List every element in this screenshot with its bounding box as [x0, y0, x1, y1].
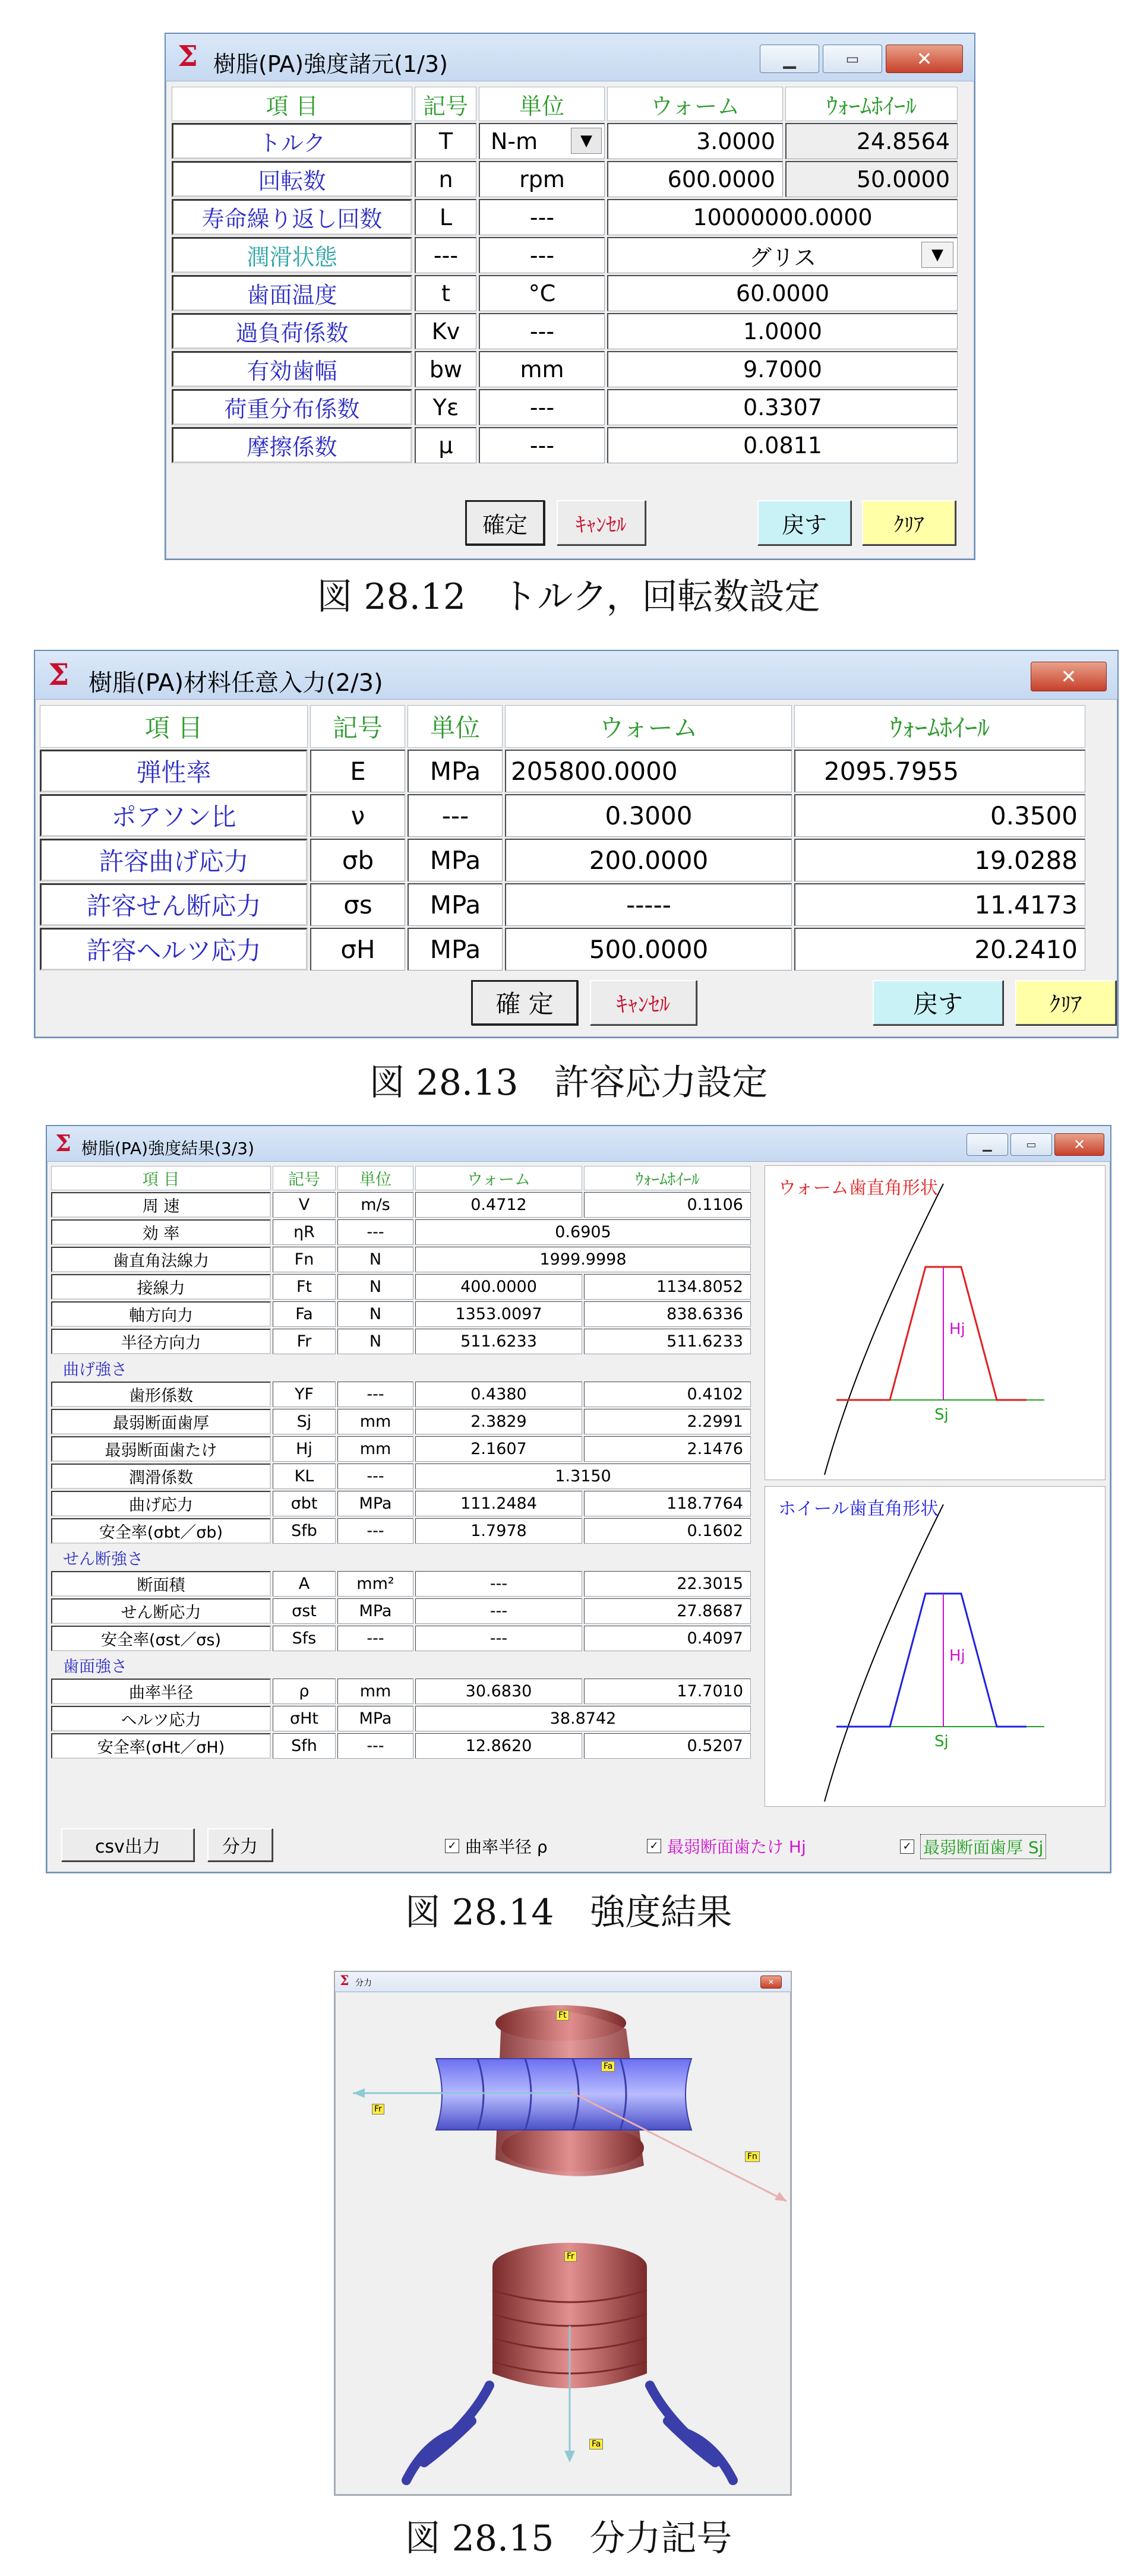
row-label: 効 率 [51, 1219, 271, 1245]
confirm-button[interactable]: 確 定 [471, 980, 578, 1025]
clear-button[interactable]: ｸﾘｱ [1015, 980, 1116, 1025]
force-diagram-window [334, 1971, 792, 2496]
row-label: 寿命繰り返し回数 [172, 199, 412, 235]
window-titlebar[interactable] [35, 651, 1117, 700]
csv-export-button[interactable]: csv出力 [61, 1828, 194, 1861]
row-unit: MPa [408, 839, 503, 881]
force-label-fa-bottom: Fa [589, 2439, 603, 2449]
row-symbol: KL [273, 1464, 336, 1489]
row-label: 軸方向力 [51, 1301, 271, 1327]
row-unit: --- [479, 199, 605, 235]
tooth-thickness-checkbox-label: 最弱断面歯厚 Sj [920, 1834, 1046, 1859]
fa-down-arrowhead [564, 2451, 575, 2463]
header-item: 項 目 [51, 1166, 271, 1190]
overload-factor-input[interactable]: 1.0000 [607, 313, 958, 349]
wheel-sj-label: Sj [934, 1733, 949, 1750]
row-symbol: Sfs [273, 1626, 336, 1651]
row-wheel-value: 0.5207 [584, 1733, 751, 1759]
row-symbol: Fr [273, 1329, 336, 1354]
tooth-depth-checkbox[interactable] [647, 1834, 806, 1858]
wheel-profile-title: ホイール歯直角形状 [778, 1499, 939, 1519]
header-worm: ウォーム [607, 87, 783, 121]
header-symbol: 記号 [310, 705, 405, 748]
maximize-button[interactable]: ▭ [1010, 1133, 1052, 1156]
header-worm: ウォーム [415, 1166, 582, 1190]
row-unit: MPa [337, 1706, 413, 1731]
row-worm-value: --- [415, 1598, 582, 1624]
row-wheel-value: 0.1106 [584, 1192, 751, 1218]
figure-caption: 図 28.13 許容応力設定 [369, 1062, 768, 1104]
wheel-profile-drawing [765, 1487, 1105, 1806]
worm-pitch-curve [825, 1184, 943, 1475]
tooth-depth-checkbox-label: 最弱断面歯たけ Hj [667, 1837, 806, 1857]
close-button[interactable]: ✕ [1031, 662, 1107, 691]
row-symbol: σH [310, 928, 405, 971]
torque-unit-value: N-m [491, 128, 538, 154]
close-button[interactable]: ✕ [760, 1976, 782, 1989]
row-worm-value: 511.6233 [415, 1329, 582, 1354]
force-label-ft: Ft [556, 2010, 569, 2021]
torque-worm-input[interactable]: 3.0000 [607, 123, 783, 159]
figure-caption: 図 28.15 分力記号 [405, 2518, 732, 2559]
row-worm-value: --- [415, 1571, 582, 1597]
row-unit: --- [337, 1219, 413, 1245]
back-button[interactable]: 戻す [757, 500, 851, 545]
row-unit: --- [337, 1518, 413, 1544]
row-label: 潤滑係数 [51, 1464, 271, 1489]
sigma-icon: Σ [55, 1130, 71, 1156]
lubrication-value: グリス [748, 244, 817, 271]
row-symbol: bw [415, 351, 476, 387]
header-wheel: ｳｫｰﾑﾎｲｰﾙ [794, 705, 1085, 748]
poisson-worm-input[interactable]: 0.3000 [505, 794, 792, 837]
row-wheel-value: 0.4097 [584, 1626, 751, 1651]
row-unit: mm [337, 1679, 413, 1704]
row-unit: --- [408, 794, 503, 837]
row-label: 潤滑状態 [172, 237, 412, 273]
row-label: 許容せん断応力 [40, 883, 308, 926]
row-label: 有効歯幅 [172, 351, 412, 387]
face-width-input[interactable]: 9.7000 [607, 351, 958, 387]
hertz-stress-worm-input[interactable]: 500.0000 [505, 928, 792, 971]
worm-profile-title: ウォーム歯直角形状 [778, 1178, 938, 1199]
row-symbol: σst [273, 1598, 336, 1624]
header-symbol: 記号 [273, 1166, 336, 1190]
row-unit: mm [479, 351, 605, 387]
row-label: 曲率半径 [51, 1679, 271, 1704]
tooth-thickness-checkbox[interactable] [900, 1834, 1046, 1859]
row-worm-value: --- [415, 1626, 582, 1651]
row-symbol: Fn [273, 1247, 336, 1272]
row-symbol: Ft [273, 1274, 336, 1300]
row-wheel-value: 17.7010 [584, 1679, 751, 1704]
radius-checkbox-label: 曲率半径 ρ [465, 1837, 548, 1857]
check-icon: ✓ [900, 1839, 914, 1854]
row-symbol: ρ [273, 1679, 336, 1704]
row-unit: --- [337, 1382, 413, 1407]
row-symbol: --- [415, 237, 476, 273]
bending-stress-worm-input[interactable]: 200.0000 [505, 839, 792, 881]
chevron-down-icon[interactable]: ▼ [571, 128, 602, 154]
lubrication-select[interactable] [607, 237, 958, 273]
figure-caption: 図 28.12 トルク，回転数設定 [317, 576, 820, 618]
row-worm-value: 2.1607 [415, 1436, 582, 1462]
minimize-button[interactable]: ▁ [967, 1133, 1008, 1156]
check-icon: ✓ [647, 1839, 661, 1853]
row-unit: --- [479, 427, 605, 463]
row-unit: m/s [337, 1192, 413, 1218]
clear-button[interactable]: ｸﾘｱ [862, 500, 956, 545]
row-unit: rpm [479, 161, 605, 197]
header-wheel: ｳｫｰﾑﾎｲｰﾙ [584, 1166, 751, 1190]
header-unit: 単位 [408, 705, 503, 748]
header-unit: 単位 [337, 1166, 413, 1190]
row-wheel-value: 118.7764 [584, 1491, 751, 1516]
row-symbol: E [310, 750, 405, 792]
result-table [49, 1164, 753, 1760]
row-symbol: t [415, 275, 476, 311]
window-title: 分力 [355, 1978, 372, 1988]
confirm-button[interactable]: 確定 [465, 500, 545, 545]
friction-coefficient-input[interactable]: 0.0811 [607, 427, 958, 463]
row-wheel-value: 2.2991 [584, 1409, 751, 1434]
row-worm-value: 2.3829 [415, 1409, 582, 1434]
row-label: 荷重分布係数 [172, 389, 412, 425]
row-unit: °C [479, 275, 605, 311]
row-unit: MPa [337, 1598, 413, 1624]
row-label: 半径方向力 [51, 1329, 271, 1354]
wheel-pitch-curve [825, 1504, 943, 1801]
header-symbol: 記号 [415, 87, 476, 121]
worm-tooth-profile [836, 1267, 1027, 1400]
row-unit: --- [337, 1733, 413, 1759]
row-wheel-value: 0.1602 [584, 1518, 751, 1544]
row-label: 許容曲げ応力 [40, 839, 308, 881]
force-label-fn: Fn [745, 2151, 760, 2162]
row-wheel-value: 511.6233 [584, 1329, 751, 1354]
sigma-icon: Σ [340, 1973, 349, 1989]
row-wheel-value: 1134.8052 [584, 1274, 751, 1300]
row-unit: N [337, 1274, 413, 1300]
row-unit: N [337, 1329, 413, 1354]
load-distribution-input[interactable]: 0.3307 [607, 389, 958, 425]
force-label-fr-mid: Fr [564, 2251, 577, 2262]
worm-hj-label: Hj [949, 1320, 965, 1338]
row-unit: N [337, 1301, 413, 1327]
strength-spec-window [165, 33, 975, 560]
row-label: 曲げ応力 [51, 1491, 271, 1516]
row-unit: mm² [337, 1571, 413, 1597]
torque-unit-select[interactable] [479, 123, 605, 159]
row-symbol: Sj [273, 1409, 336, 1434]
figure-caption: 図 28.14 強度結果 [405, 1892, 732, 1933]
window-titlebar[interactable] [335, 1972, 791, 1992]
row-symbol: σbt [273, 1491, 336, 1516]
force-label-fr-left: Fr [372, 2104, 384, 2114]
fr-left-arrowhead [353, 2088, 365, 2098]
row-label: 摩擦係数 [172, 427, 412, 463]
shear-stress-wheel-input[interactable]: 11.4173 [794, 883, 1085, 926]
speed-wheel-value: 50.0000 [785, 161, 958, 197]
window-title: 樹脂(PA)強度結果(3/3) [81, 1139, 255, 1158]
material-input-window [34, 650, 1119, 1038]
modulus-worm-input[interactable]: 205800.0000 [505, 750, 792, 792]
row-worm-value: 30.6830 [415, 1679, 582, 1704]
row-worm-value: 0.4712 [415, 1192, 582, 1218]
row-wheel-value: 22.3015 [584, 1571, 751, 1597]
row-wheel-value: 0.4102 [584, 1382, 751, 1407]
modulus-wheel-input[interactable]: 2095.7955 [794, 750, 1085, 792]
header-wheel: ｳｫｰﾑﾎｲｰﾙ [785, 87, 958, 121]
life-cycles-input[interactable]: 10000000.0000 [607, 199, 958, 235]
row-unit: --- [479, 313, 605, 349]
check-icon: ✓ [445, 1839, 459, 1853]
row-merged-value: 38.8742 [415, 1706, 751, 1731]
row-symbol: ν [310, 794, 405, 837]
row-worm-value: 1353.0097 [415, 1301, 582, 1327]
hertz-stress-wheel-input[interactable]: 20.2410 [794, 928, 1085, 971]
worm-sj-label: Sj [934, 1406, 949, 1424]
row-symbol: Yε [415, 389, 476, 425]
row-merged-value: 1999.9998 [415, 1247, 751, 1272]
section-heading: 歯面強さ [63, 1657, 127, 1676]
top-worm-cylinder [436, 2059, 691, 2130]
row-symbol: ηR [273, 1219, 336, 1245]
tooth-temperature-input[interactable]: 60.0000 [607, 275, 958, 311]
force-label-fa-top: Fa [601, 2061, 615, 2072]
window-titlebar[interactable] [166, 34, 974, 81]
row-label: 安全率(σst／σs) [51, 1626, 271, 1651]
row-label: 許容ヘルツ応力 [40, 928, 308, 971]
row-unit: N [337, 1247, 413, 1272]
material-table [37, 703, 1088, 972]
header-item: 項 目 [40, 705, 308, 748]
row-merged-value: 1.3150 [415, 1464, 751, 1489]
radius-checkbox[interactable] [445, 1834, 548, 1858]
row-symbol: V [273, 1192, 336, 1218]
row-worm-value: 1.7978 [415, 1518, 582, 1544]
row-unit: --- [337, 1464, 413, 1489]
row-unit: --- [337, 1626, 413, 1651]
chevron-down-icon[interactable]: ▼ [921, 242, 953, 268]
header-item: 項 目 [172, 87, 412, 121]
sigma-icon: Σ [178, 40, 198, 73]
row-label: 周 速 [51, 1192, 271, 1218]
row-label: 弾性率 [40, 750, 308, 792]
maximize-button[interactable]: ▭ [823, 45, 882, 73]
row-worm-value: 111.2484 [415, 1491, 582, 1516]
force-diagram [335, 1993, 791, 2496]
torque-wheel-value: 24.8564 [785, 123, 958, 159]
row-symbol: σHt [273, 1706, 336, 1731]
worm-profile-drawing [765, 1166, 1105, 1480]
row-unit: --- [479, 237, 605, 273]
sigma-icon: Σ [48, 657, 70, 692]
row-label: トルク [172, 123, 412, 159]
row-symbol: Kv [415, 313, 476, 349]
row-unit: mm [337, 1436, 413, 1462]
spec-table [169, 85, 960, 465]
row-label: 最弱断面歯厚 [51, 1409, 271, 1434]
row-symbol: YF [273, 1382, 336, 1407]
row-label: 回転数 [172, 161, 412, 197]
cancel-button[interactable]: ｷｬﾝｾﾙ [590, 980, 697, 1025]
row-label: 歯面温度 [172, 275, 412, 311]
row-wheel-value: 2.1476 [584, 1436, 751, 1462]
row-label: ポアソン比 [40, 794, 308, 837]
wheel-hj-label: Hj [949, 1647, 965, 1665]
row-label: 断面積 [51, 1571, 271, 1597]
row-symbol: σs [310, 883, 405, 926]
row-label: 過負荷係数 [172, 313, 412, 349]
row-symbol: Sfh [273, 1733, 336, 1759]
row-symbol: μ [415, 427, 476, 463]
row-label: 安全率(σbt／σb) [51, 1518, 271, 1544]
section-heading: せん断強さ [63, 1550, 143, 1569]
row-unit: MPa [337, 1491, 413, 1516]
minimize-button[interactable]: ▁ [760, 45, 819, 73]
shear-stress-worm-input[interactable]: ----- [505, 883, 792, 926]
worm-profile-panel [765, 1165, 1106, 1480]
window-title: 樹脂(PA)材料任意入力(2/3) [89, 669, 383, 697]
row-label: 歯形係数 [51, 1382, 271, 1407]
close-button[interactable]: ✕ [886, 45, 963, 73]
row-label: ヘルツ応力 [51, 1706, 271, 1731]
row-worm-value: 400.0000 [415, 1274, 582, 1300]
row-unit: MPa [408, 883, 503, 926]
row-unit: mm [337, 1409, 413, 1434]
bending-stress-wheel-input[interactable]: 19.0288 [794, 839, 1085, 881]
row-worm-value: 0.4380 [415, 1382, 582, 1407]
row-wheel-value: 838.6336 [584, 1301, 751, 1327]
row-label: 最弱断面歯たけ [51, 1436, 271, 1462]
row-label: 安全率(σHt／σH) [51, 1733, 271, 1759]
back-button[interactable]: 戻す [873, 980, 1003, 1025]
row-symbol: L [415, 199, 476, 235]
row-wheel-value: 27.8687 [584, 1598, 751, 1624]
window-titlebar[interactable] [47, 1126, 1110, 1162]
row-symbol: σb [310, 839, 405, 881]
section-heading: 曲げ強さ [63, 1360, 127, 1379]
wheel-tooth-profile [836, 1594, 1027, 1727]
row-label: 接線力 [51, 1274, 271, 1300]
row-symbol: T [415, 123, 476, 159]
cancel-button[interactable]: ｷｬﾝｾﾙ [557, 500, 646, 545]
row-unit: MPa [408, 750, 503, 792]
poisson-wheel-input[interactable]: 0.3500 [794, 794, 1085, 837]
row-symbol: Hj [273, 1436, 336, 1462]
force-components-button[interactable]: 分力 [207, 1828, 273, 1861]
row-label: 歯直角法線力 [51, 1247, 271, 1272]
row-label: せん断応力 [51, 1598, 271, 1624]
row-symbol: n [415, 161, 476, 197]
row-symbol: A [273, 1571, 336, 1597]
row-symbol: Sfb [273, 1518, 336, 1544]
speed-worm-input[interactable]: 600.0000 [607, 161, 783, 197]
row-unit: --- [479, 389, 605, 425]
row-worm-value: 12.8620 [415, 1733, 582, 1759]
close-button[interactable]: ✕ [1054, 1133, 1104, 1156]
header-worm: ウォーム [505, 705, 792, 748]
wheel-profile-panel [765, 1486, 1106, 1807]
strength-result-window [46, 1125, 1111, 1873]
window-title: 樹脂(PA)強度諸元(1/3) [213, 51, 448, 77]
row-unit: MPa [408, 928, 503, 971]
header-unit: 単位 [479, 87, 605, 121]
row-merged-value: 0.6905 [415, 1219, 751, 1245]
row-symbol: Fa [273, 1301, 336, 1327]
